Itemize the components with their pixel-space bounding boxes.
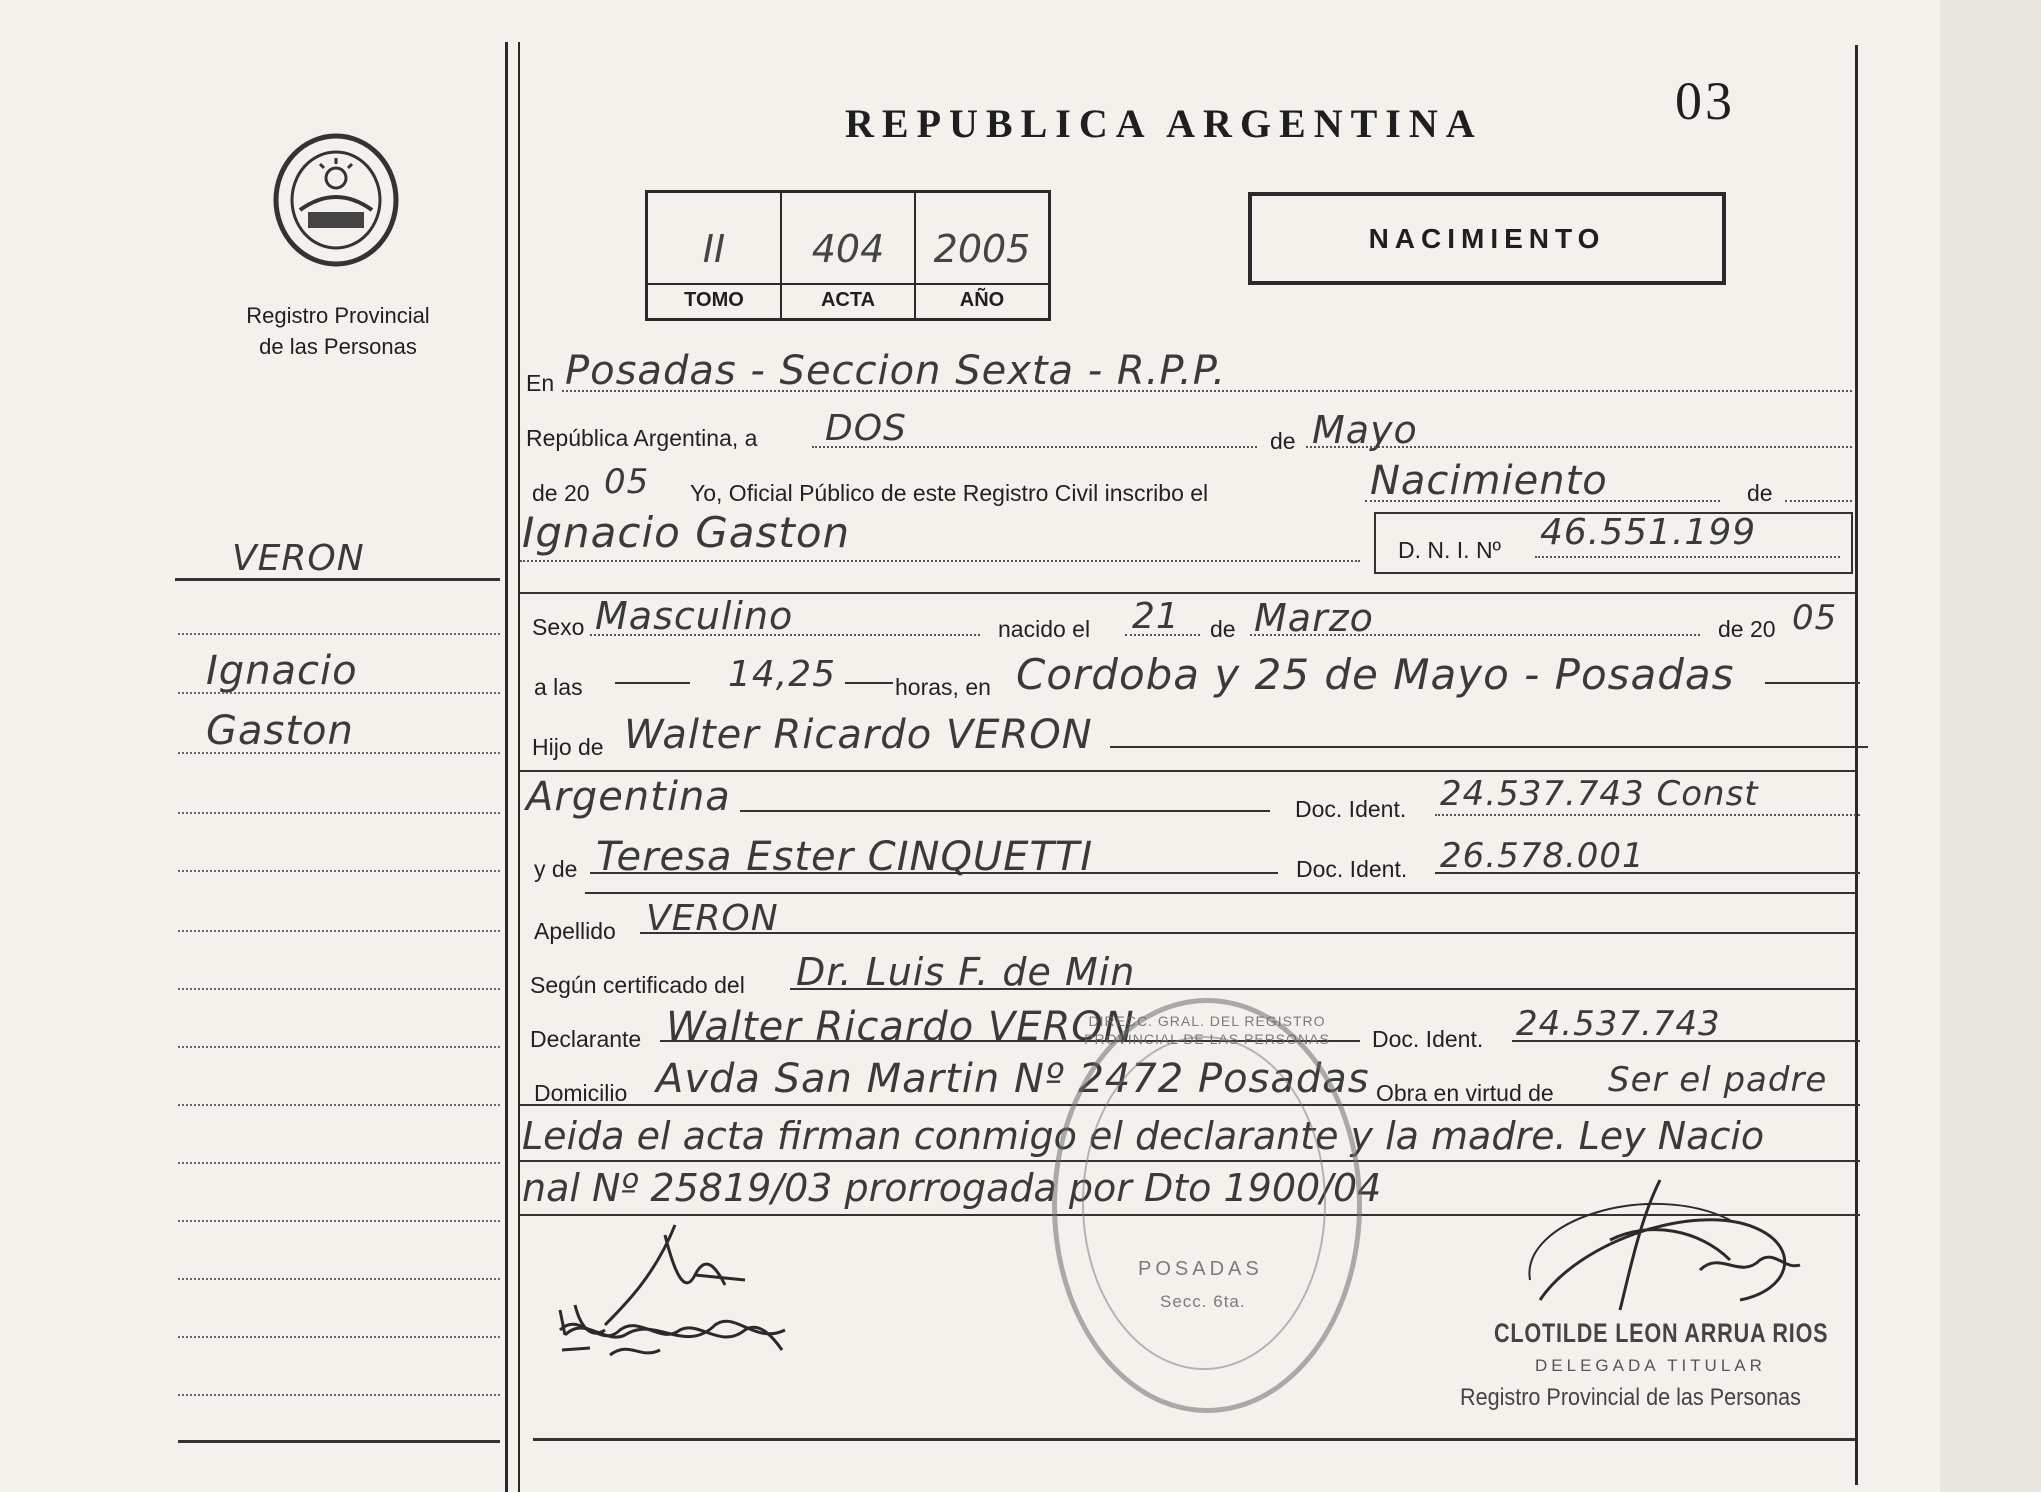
label-domicilio: Domicilio <box>534 1080 628 1106</box>
field-father-nationality: Argentina <box>526 774 731 820</box>
divider-left <box>505 42 508 1492</box>
line-nationality <box>740 810 1270 812</box>
label-doc-ident-3: Doc. Ident. <box>1372 1026 1484 1052</box>
label-nacido-el: nacido el <box>998 616 1091 642</box>
line-certificate <box>790 988 1858 990</box>
label-de-20: de 20 <box>532 480 590 506</box>
label-sexo: Sexo <box>532 614 585 640</box>
row-divider <box>520 770 1858 772</box>
field-birth-month: Marzo <box>1254 596 1374 640</box>
left-line <box>178 930 500 932</box>
left-line <box>178 633 500 635</box>
label-yo-oficial: Yo, Oficial Público de este Registro Civil inscribo el <box>690 480 1209 506</box>
line-father-doc <box>1435 814 1860 816</box>
label-horas-en: horas, en <box>895 674 991 700</box>
label-doc-ident-1: Doc. Ident. <box>1295 796 1407 822</box>
officer-role: DELEGADA TITULAR <box>1535 1356 1766 1375</box>
left-surname-line <box>175 578 500 581</box>
left-line <box>178 1220 500 1222</box>
line-day <box>812 446 1257 448</box>
label-en: En <box>526 370 555 396</box>
registry-box <box>645 190 1051 321</box>
registry-name-line1: Registro Provincial <box>246 303 430 328</box>
field-full-name: Ignacio Gaston <box>522 508 851 557</box>
label-a-las: a las <box>534 674 583 700</box>
acta-value: 404 <box>811 227 885 271</box>
officer-name: CLOTILDE LEON ARRUA RIOS <box>1494 1318 1829 1348</box>
field-sex: Masculino <box>595 594 794 638</box>
left-line <box>178 1046 500 1048</box>
line-place <box>562 390 1852 392</box>
line-surname <box>640 932 1858 934</box>
ano-value: 2005 <box>933 227 1031 271</box>
line-act-kind <box>1365 500 1720 502</box>
label-de-20b: de 20 <box>1718 616 1776 642</box>
registry-name <box>178 300 498 362</box>
line-birth-place <box>1765 682 1860 684</box>
tomo-cell <box>648 193 782 318</box>
label-apellido: Apellido <box>534 918 616 944</box>
registry-name-line2: de las Personas <box>259 334 417 359</box>
acta-cell <box>782 193 916 318</box>
line-full-name <box>520 560 1360 562</box>
label-obra-en-virtud: Obra en virtud de <box>1376 1080 1554 1106</box>
left-line <box>178 1162 500 1164</box>
field-day: DOS <box>825 408 907 449</box>
field-observation-2: nal Nº 25819/03 prorrogada por Dto 1900/04 <box>522 1166 1382 1210</box>
act-type: NACIMIENTO <box>1368 222 1606 254</box>
left-line <box>178 1104 500 1106</box>
label-de: de <box>1270 428 1296 454</box>
bottom-line <box>533 1438 1855 1441</box>
act-type-box <box>1248 192 1726 285</box>
officer-institution: Registro Provincial de las Personas <box>1460 1384 1801 1411</box>
field-place: Posadas - Seccion Sexta - R.P.P. <box>565 348 1227 394</box>
field-birth-place: Cordoba y 25 de Mayo - Posadas <box>1016 650 1735 699</box>
field-birth-time: 14,25 <box>728 654 837 695</box>
field-birth-day: 21 <box>1132 596 1180 637</box>
page-number: 03 <box>1675 71 1735 131</box>
line-month <box>1306 446 1852 448</box>
acta-label: ACTA <box>782 283 914 312</box>
field-address: Avda San Martin Nº 2472 Posadas <box>656 1056 1370 1102</box>
page-title: REPUBLICA ARGENTINA <box>845 101 1483 146</box>
official-stamp-inner <box>1082 1036 1326 1370</box>
line-birth-month <box>1250 634 1700 636</box>
line-birth-day <box>1125 634 1200 636</box>
field-act-kind: Nacimiento <box>1370 458 1608 504</box>
row-divider <box>585 892 1858 894</box>
label-declarante: Declarante <box>530 1026 642 1052</box>
field-certificate: Dr. Luis F. de Min <box>796 950 1136 994</box>
line-time-post <box>845 682 893 684</box>
field-dni: 46.551.199 <box>1540 512 1757 553</box>
field-declarant-doc: 24.537.743 <box>1516 1004 1721 1044</box>
tomo-value: II <box>702 227 726 271</box>
left-given-name-2: Gaston <box>206 708 354 754</box>
stamp-section: Secc. 6ta. <box>1160 1292 1246 1311</box>
left-line <box>178 1336 500 1338</box>
field-year: 05 <box>604 462 650 502</box>
left-given-name-1: Ignacio <box>206 648 358 694</box>
left-line <box>178 812 500 814</box>
field-surname: VERON <box>646 898 779 939</box>
label-dni: D. N. I. Nº <box>1398 537 1501 563</box>
line-sex <box>590 634 980 636</box>
left-bottom-line <box>178 1440 500 1443</box>
field-father-doc: 24.537.743 Const <box>1440 774 1759 814</box>
label-republica: República Argentina, a <box>526 425 758 451</box>
divider-right <box>1855 45 1858 1485</box>
signature-officer-icon <box>1500 1160 1830 1340</box>
field-month: Mayo <box>1312 408 1418 452</box>
line-mother-doc <box>1435 872 1860 874</box>
left-line <box>178 870 500 872</box>
left-line <box>178 1278 500 1280</box>
left-line <box>178 988 500 990</box>
left-line <box>178 692 500 694</box>
signature-mother-icon <box>550 1300 790 1370</box>
line-time-pre <box>615 682 690 684</box>
field-observation-1: Leida el acta firman conmigo el declarante y la madre. Ley Nacio <box>522 1114 1765 1158</box>
left-surname: VERON <box>232 538 365 579</box>
stamp-city: POSADAS <box>1138 1258 1263 1280</box>
line-mother <box>590 872 1278 874</box>
line-dni <box>1535 556 1840 558</box>
label-de-end: de <box>1747 480 1773 506</box>
label-segun-cert: Según certificado del <box>530 972 745 998</box>
background-margin <box>1940 0 2041 1492</box>
field-mother-doc: 26.578.001 <box>1440 836 1645 876</box>
divider-inner <box>518 42 520 1492</box>
ano-label: AÑO <box>916 283 1048 312</box>
province-seal-icon <box>270 128 402 268</box>
label-doc-ident-2: Doc. Ident. <box>1296 856 1408 882</box>
label-hijo-de: Hijo de <box>532 734 604 760</box>
field-birth-year: 05 <box>1792 598 1838 638</box>
ano-cell <box>916 193 1048 318</box>
label-de-mes: de <box>1210 616 1236 642</box>
field-father: Walter Ricardo VERON <box>624 712 1093 758</box>
line-de-end <box>1785 500 1852 502</box>
label-y-de: y de <box>534 856 578 882</box>
field-by-virtue: Ser el padre <box>1608 1060 1828 1100</box>
line-father <box>1110 746 1868 748</box>
stamp-ring-text: DIRECC. GRAL. DEL REGISTRO PROVINCIAL DE LAS PERSONAS <box>1084 1013 1330 1047</box>
left-line <box>178 752 500 754</box>
field-declarant: Walter Ricardo VERON <box>666 1004 1135 1050</box>
left-line <box>178 1394 500 1396</box>
tomo-label: TOMO <box>648 283 780 312</box>
field-mother: Teresa Ester CINQUETTI <box>596 834 1094 880</box>
line-declarant-doc <box>1512 1040 1860 1042</box>
